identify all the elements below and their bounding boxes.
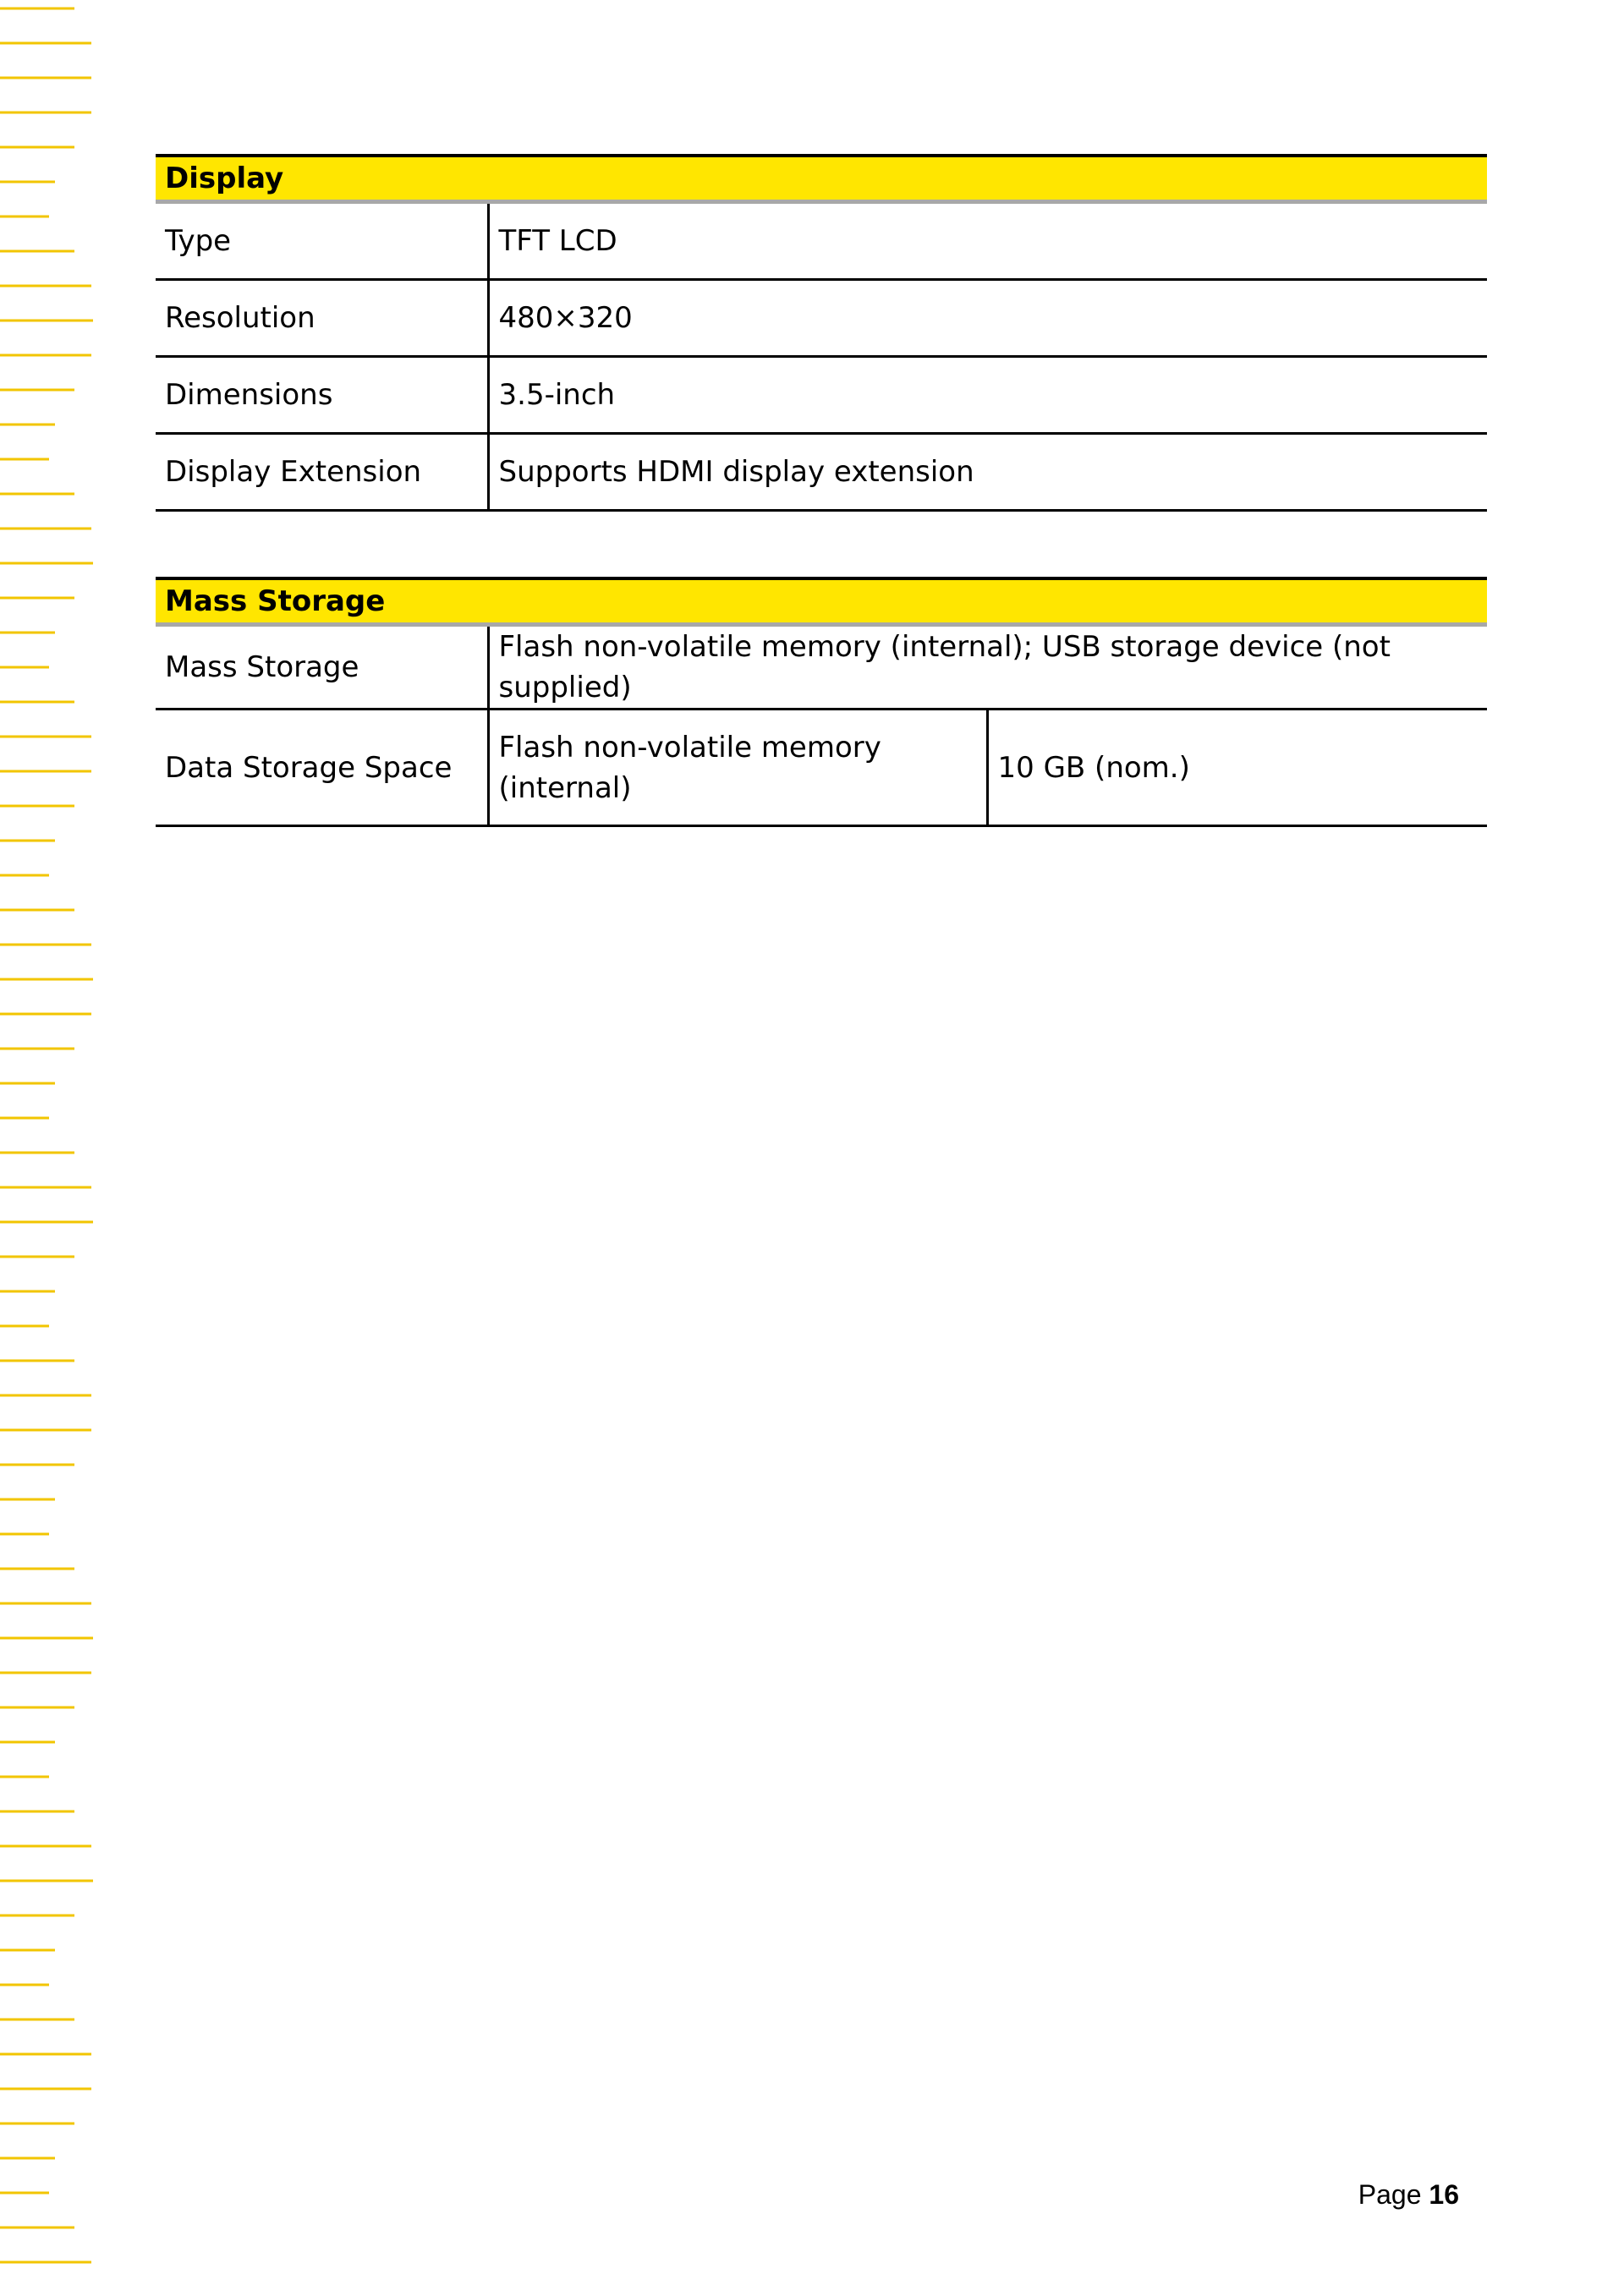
spec-label: Resolution bbox=[156, 280, 488, 357]
table-row bbox=[156, 280, 1487, 357]
spec-value: 480×320 bbox=[488, 280, 1487, 357]
margin-rule-decoration bbox=[0, 0, 102, 2296]
table-row bbox=[156, 357, 1487, 434]
table-row bbox=[156, 625, 1487, 710]
table-row bbox=[156, 434, 1487, 511]
page-number-value: 16 bbox=[1429, 2179, 1459, 2210]
spec-value: Flash non-volatile memory (internal); USB storage device (not supplied) bbox=[488, 625, 1487, 710]
spec-label: Data Storage Space bbox=[156, 710, 488, 826]
spec-value-capacity: 10 GB (nom.) bbox=[987, 710, 1487, 826]
spec-value: Flash non-volatile memory (internal) bbox=[488, 710, 987, 826]
table-row bbox=[156, 202, 1487, 280]
spec-label: Mass Storage bbox=[156, 625, 488, 710]
spec-value: 3.5-inch bbox=[488, 357, 1487, 434]
mass-storage-section-title: Mass Storage bbox=[156, 578, 1487, 625]
display-section-title: Display bbox=[156, 156, 1487, 202]
mass-storage-spec-table bbox=[156, 577, 1487, 827]
spec-label: Type bbox=[156, 202, 488, 280]
spec-label: Dimensions bbox=[156, 357, 488, 434]
page-number bbox=[1358, 2179, 1459, 2211]
table-row bbox=[156, 710, 1487, 826]
spec-value: Supports HDMI display extension bbox=[488, 434, 1487, 511]
spec-label: Display Extension bbox=[156, 434, 488, 511]
page-label: Page bbox=[1358, 2179, 1422, 2210]
spec-value: TFT LCD bbox=[488, 202, 1487, 280]
display-spec-table bbox=[156, 154, 1487, 512]
